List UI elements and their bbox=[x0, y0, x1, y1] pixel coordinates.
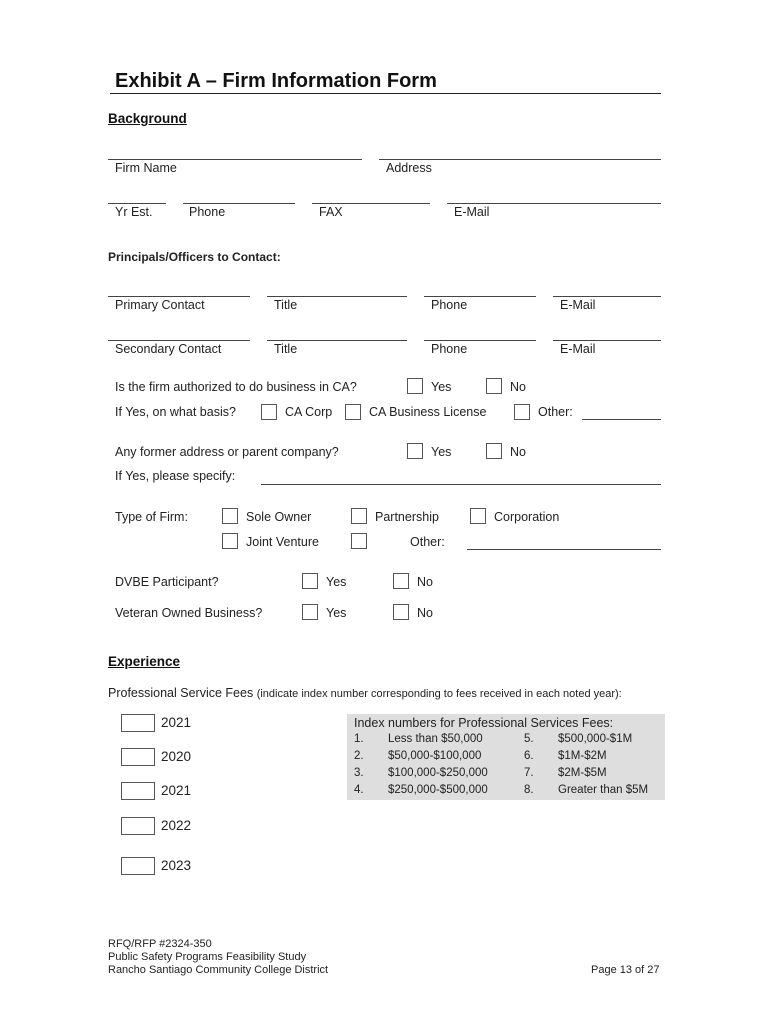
fee-year-label: 2021 bbox=[161, 783, 192, 798]
index-label: Less than $50,000 bbox=[388, 733, 483, 745]
index-number: 7. bbox=[524, 767, 534, 779]
index-number: 5. bbox=[524, 733, 534, 745]
phone-field[interactable] bbox=[183, 203, 295, 204]
joint-venture-label: Joint Venture bbox=[246, 535, 319, 549]
email-field[interactable] bbox=[447, 203, 661, 204]
page-title: Exhibit A – Firm Information Form bbox=[115, 70, 437, 92]
index-number: 4. bbox=[354, 784, 364, 796]
fee-year-label: 2020 bbox=[161, 749, 192, 764]
veteran-no-checkbox[interactable] bbox=[393, 604, 409, 620]
dvbe-yes-checkbox[interactable] bbox=[302, 573, 318, 589]
authorized-no-checkbox[interactable] bbox=[486, 378, 502, 394]
fees-label: Professional Service Fees bbox=[108, 686, 254, 700]
authorized-yes-label: Yes bbox=[431, 380, 452, 394]
title-rule bbox=[110, 93, 661, 94]
former-address-question: Any former address or parent company? bbox=[115, 445, 339, 459]
fee-year-label: 2023 bbox=[161, 858, 192, 873]
basis-other-field[interactable] bbox=[582, 419, 661, 420]
veteran-question: Veteran Owned Business? bbox=[115, 606, 263, 620]
basis-question: If Yes, on what basis? bbox=[115, 405, 236, 419]
fee-index-input-2022[interactable] bbox=[121, 817, 155, 835]
former-no-checkbox[interactable] bbox=[486, 443, 502, 459]
primary-email-field[interactable] bbox=[553, 296, 661, 297]
address-label: Address bbox=[386, 161, 432, 175]
page-number: Page 13 of 27 bbox=[591, 964, 660, 976]
former-yes-label: Yes bbox=[431, 445, 452, 459]
partnership-label: Partnership bbox=[375, 510, 439, 524]
veteran-yes-checkbox[interactable] bbox=[302, 604, 318, 620]
fee-index-input-2020[interactable] bbox=[121, 748, 155, 766]
background-heading: Background bbox=[108, 111, 187, 126]
index-label: $2M-$5M bbox=[558, 767, 607, 779]
address-field[interactable] bbox=[379, 159, 661, 160]
basis-other-label: Other: bbox=[538, 405, 573, 419]
former-no-label: No bbox=[510, 445, 526, 459]
type-other-field[interactable] bbox=[467, 549, 661, 550]
secondary-email-label: E-Mail bbox=[560, 342, 596, 356]
footer-project: Public Safety Programs Feasibility Study bbox=[108, 951, 307, 963]
firm-name-field[interactable] bbox=[108, 159, 362, 160]
index-label: $1M-$2M bbox=[558, 750, 607, 762]
index-label: $50,000-$100,000 bbox=[388, 750, 482, 762]
ca-license-label: CA Business License bbox=[369, 405, 487, 419]
dvbe-no-checkbox[interactable] bbox=[393, 573, 409, 589]
fax-field[interactable] bbox=[312, 203, 430, 204]
phone-label: Phone bbox=[189, 205, 226, 219]
joint-venture-checkbox[interactable] bbox=[222, 533, 238, 549]
authorized-no-label: No bbox=[510, 380, 526, 394]
primary-title-field[interactable] bbox=[267, 296, 407, 297]
index-label: $100,000-$250,000 bbox=[388, 767, 488, 779]
partnership-checkbox[interactable] bbox=[351, 508, 367, 524]
specify-field[interactable] bbox=[261, 484, 661, 485]
index-title: Index numbers for Professional Services Fees: bbox=[354, 716, 614, 730]
yr-est-label: Yr Est. bbox=[115, 205, 153, 219]
yr-est-field[interactable] bbox=[108, 203, 166, 204]
index-number: 8. bbox=[524, 784, 534, 796]
footer-district: Rancho Santiago Community College District bbox=[108, 964, 329, 976]
dvbe-yes-label: Yes bbox=[326, 575, 347, 589]
fee-year-label: 2021 bbox=[161, 715, 192, 730]
principals-heading: Principals/Officers to Contact: bbox=[108, 250, 281, 264]
secondary-phone-label: Phone bbox=[431, 342, 468, 356]
fee-index-input-2021b[interactable] bbox=[121, 782, 155, 800]
footer-block bbox=[108, 938, 328, 977]
fees-instructions bbox=[108, 686, 622, 700]
index-number: 2. bbox=[354, 750, 364, 762]
email-label: E-Mail bbox=[454, 205, 490, 219]
primary-email-label: E-Mail bbox=[560, 298, 596, 312]
sole-owner-checkbox[interactable] bbox=[222, 508, 238, 524]
authorized-yes-checkbox[interactable] bbox=[407, 378, 423, 394]
primary-phone-field[interactable] bbox=[424, 296, 536, 297]
primary-title-label: Title bbox=[274, 298, 298, 312]
primary-contact-field[interactable] bbox=[108, 296, 250, 297]
fee-index-legend bbox=[347, 714, 665, 800]
fee-index-input-2021[interactable] bbox=[121, 714, 155, 732]
primary-contact-label: Primary Contact bbox=[115, 298, 205, 312]
secondary-contact-label: Secondary Contact bbox=[115, 342, 222, 356]
sole-owner-label: Sole Owner bbox=[246, 510, 312, 524]
index-label: $250,000-$500,000 bbox=[388, 784, 488, 796]
firm-name-label: Firm Name bbox=[115, 161, 177, 175]
footer-rfq: RFQ/RFP #2324-350 bbox=[108, 938, 212, 950]
experience-heading: Experience bbox=[108, 654, 181, 669]
index-number: 1. bbox=[354, 733, 364, 745]
type-other-checkbox[interactable] bbox=[351, 533, 367, 549]
fee-year-label: 2022 bbox=[161, 818, 192, 833]
index-number: 6. bbox=[524, 750, 534, 762]
index-number: 3. bbox=[354, 767, 364, 779]
veteran-yes-label: Yes bbox=[326, 606, 347, 620]
secondary-contact-field[interactable] bbox=[108, 340, 250, 341]
index-label: $500,000-$1M bbox=[558, 733, 633, 745]
dvbe-no-label: No bbox=[417, 575, 433, 589]
secondary-title-label: Title bbox=[274, 342, 298, 356]
firm-type-label: Type of Firm: bbox=[115, 510, 188, 524]
specify-label: If Yes, please specify: bbox=[115, 469, 236, 483]
corporation-checkbox[interactable] bbox=[470, 508, 486, 524]
ca-corp-checkbox[interactable] bbox=[261, 404, 277, 420]
veteran-no-label: No bbox=[417, 606, 433, 620]
type-other-label: Other: bbox=[410, 535, 445, 549]
ca-corp-label: CA Corp bbox=[285, 405, 333, 419]
index-label: Greater than $5M bbox=[558, 784, 649, 796]
basis-other-checkbox[interactable] bbox=[514, 404, 530, 420]
primary-phone-label: Phone bbox=[431, 298, 468, 312]
former-yes-checkbox[interactable] bbox=[407, 443, 423, 459]
dvbe-question: DVBE Participant? bbox=[115, 575, 219, 589]
fees-note: (indicate index number corresponding to fees received in each noted year): bbox=[256, 688, 622, 700]
fax-label: FAX bbox=[319, 205, 343, 219]
fee-index-input-2023[interactable] bbox=[121, 857, 155, 875]
authorized-question: Is the firm authorized to do business in CA? bbox=[115, 380, 357, 394]
corporation-label: Corporation bbox=[494, 510, 560, 524]
secondary-title-field[interactable] bbox=[267, 340, 407, 341]
secondary-email-field[interactable] bbox=[553, 340, 661, 341]
secondary-phone-field[interactable] bbox=[424, 340, 536, 341]
ca-license-checkbox[interactable] bbox=[345, 404, 361, 420]
